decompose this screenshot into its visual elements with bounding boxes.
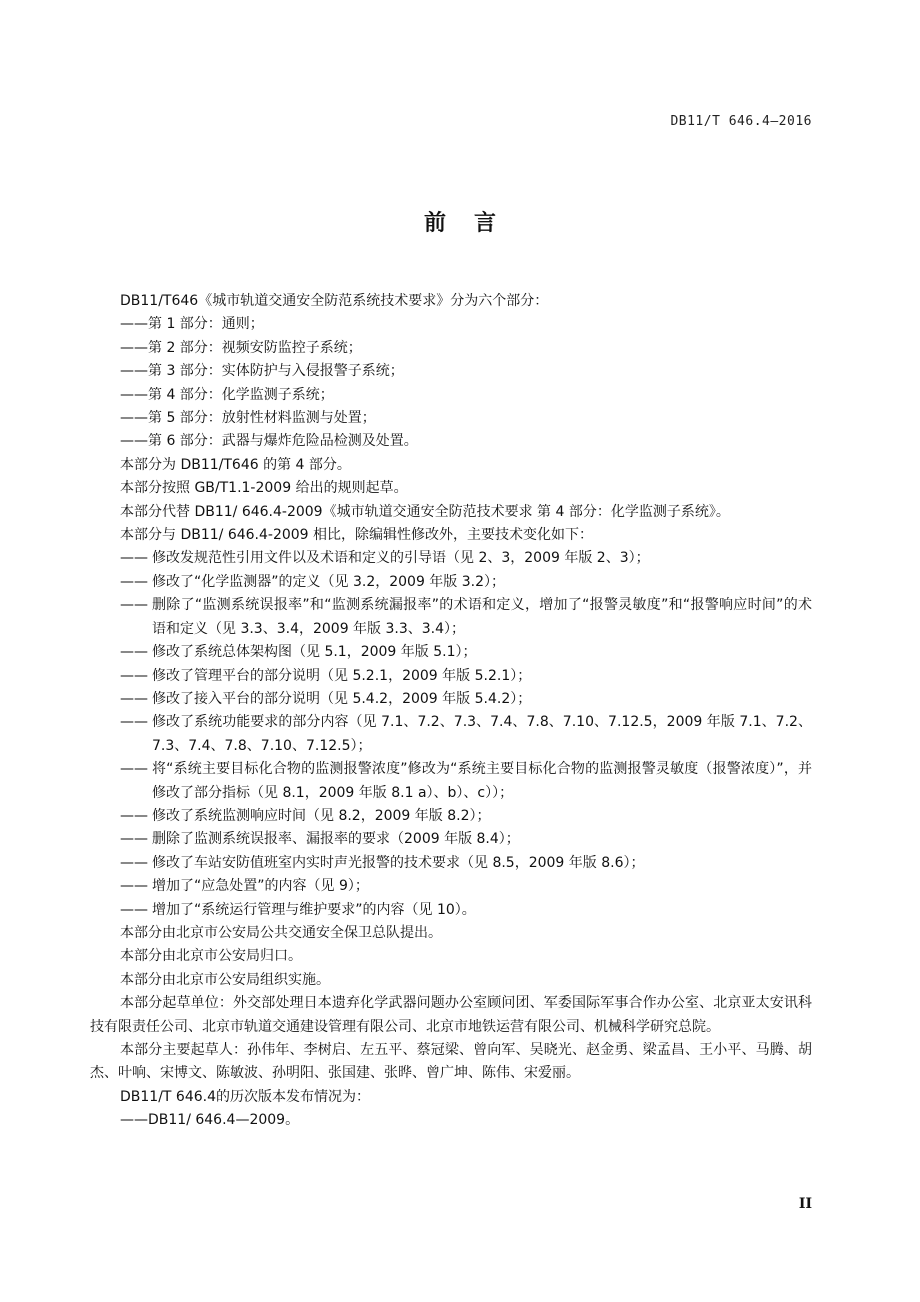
statement-line: 本部分为 DB11/T646 的第 4 部分。 [120, 456, 351, 473]
list-item [90, 852, 812, 875]
dash-marker: —— [120, 690, 148, 707]
list-item [90, 899, 812, 922]
dash-marker: —— [120, 761, 148, 778]
dash-marker: —— [120, 878, 148, 895]
change-text: 将“系统主要目标化合物的监测报警浓度”修改为“系统主要目标化合物的监测报警灵敏度（报警浓度）”，并修改了部分指标（见 8.1，2009 年版 8.1 a）、b）、c））； [152, 761, 812, 801]
dash-marker: —— [120, 831, 148, 848]
page-title: 前言 [423, 211, 524, 236]
intro-line: DB11/T646《城市轨道交通安全防范系统技术要求》分为六个部分： [120, 293, 549, 309]
change-text: 修改了车站安防值班室内实时声光报警的技术要求（见 8.5，2009 年版 8.6）； [152, 854, 645, 871]
list-item [90, 875, 812, 898]
responsibility-line: 本部分由北京市公安局公共交通安全保卫总队提出。 [120, 924, 442, 941]
list-item: ——第 6 部分：武器与爆炸危险品检测及处置。 [120, 433, 418, 450]
list-item [90, 805, 812, 828]
list-item: ——第 3 部分：实体防护与入侵报警子系统； [120, 363, 404, 380]
change-text: 增加了“系统运行管理与维护要求”的内容（见 10）。 [152, 901, 476, 918]
responsibility-line: 本部分由北京市公安局组织实施。 [120, 971, 330, 988]
list-item [90, 688, 812, 711]
dash-marker: —— [120, 901, 148, 918]
dash-marker: —— [120, 807, 148, 824]
parts-list [90, 313, 812, 453]
list-item [90, 547, 812, 570]
change-text: 修改了系统总体架构图（见 5.1，2009 年版 5.1）； [152, 644, 477, 661]
change-text: 修改了接入平台的部分说明（见 5.4.2，2009 年版 5.4.2）； [152, 690, 532, 707]
change-text: 删除了“监测系统误报率”和“监测系统漏报率”的术语和定义，增加了“报警灵敏度”和“报警响应时间”的术语和定义（见 3.3、3.4，2009 年版 3.3、3.4）； [152, 597, 812, 637]
change-text: 增加了“应急处置”的内容（见 9）； [152, 878, 369, 895]
history-intro: DB11/T 646.4的历次版本发布情况为： [120, 1088, 370, 1105]
change-text: 修改了系统功能要求的部分内容（见 7.1、7.2、7.3、7.4、7.8、7.10、7.12.5，2009 年版 7.1、7.2、7.3、7.4、7.8、7.10、7.12.5）； [152, 714, 812, 754]
dash-marker: —— [120, 550, 148, 567]
drafters-paragraph: 本部分主要起草人：孙伟年、李树启、左五平、蔡冠梁、曾向军、吴晓光、赵金勇、梁孟昌、王小平、马腾、胡杰、叶响、宋博文、陈敏波、孙明阳、张国建、张晔、曾广坤、陈伟、宋爱丽。 [90, 1042, 812, 1082]
dash-marker: —— [120, 854, 148, 871]
change-text: 删除了监测系统误报率、漏报率的要求（2009 年版 8.4）； [152, 831, 520, 848]
change-text: 修改了系统监测响应时间（见 8.2，2009 年版 8.2）； [152, 807, 491, 824]
dash-marker: —— [120, 597, 148, 614]
changes-list [90, 547, 812, 922]
change-text: 修改了管理平台的部分说明（见 5.2.1，2009 年版 5.2.1）； [152, 667, 532, 684]
list-item: ——第 4 部分：化学监测子系统； [120, 386, 334, 403]
list-item [90, 571, 812, 594]
page-number: II [798, 1196, 812, 1212]
list-item [90, 594, 812, 641]
list-item [90, 758, 812, 805]
dash-marker: —— [120, 644, 148, 661]
dash-marker: —— [120, 573, 148, 590]
drafting-units-paragraph: 本部分起草单位：外交部处理日本遗弃化学武器问题办公室顾问团、军委国际军事合作办公室、北京亚太安讯科技有限责任公司、北京市轨道交通建设管理有限公司、北京市地铁运营有限公司、机械科学研究总院。 [90, 995, 812, 1035]
dash-marker: —— [120, 714, 148, 731]
statement-line: 本部分与 DB11/ 646.4-2009 相比，除编辑性修改外，主要技术变化如下： [120, 527, 594, 544]
document-number: DB11/T 646.4—2016 [670, 114, 812, 129]
list-item: ——第 1 部分：通则； [120, 316, 264, 333]
list-item: ——第 5 部分：放射性材料监测与处置； [120, 410, 376, 427]
list-item [90, 828, 812, 851]
list-item [90, 711, 812, 758]
change-text: 修改发规范性引用文件以及术语和定义的引导语（见 2、3，2009 年版 2、3）； [152, 550, 650, 567]
responsibility-line: 本部分由北京市公安局归口。 [120, 948, 302, 965]
history-item: ——DB11/ 646.4—2009。 [120, 1112, 300, 1129]
list-item: ——第 2 部分：视频安防监控子系统； [120, 339, 362, 356]
list-item [90, 665, 812, 688]
list-item [90, 641, 812, 664]
statement-line: 本部分代替 DB11/ 646.4-2009《城市轨道交通安全防范技术要求 第 4 部分：化学监测子系统》。 [120, 503, 730, 520]
dash-marker: —— [120, 667, 148, 684]
statement-line: 本部分按照 GB/T1.1-2009 给出的规则起草。 [120, 480, 408, 497]
change-text: 修改了“化学监测器”的定义（见 3.2，2009 年版 3.2）； [152, 573, 506, 590]
foreword-body [90, 290, 812, 1133]
